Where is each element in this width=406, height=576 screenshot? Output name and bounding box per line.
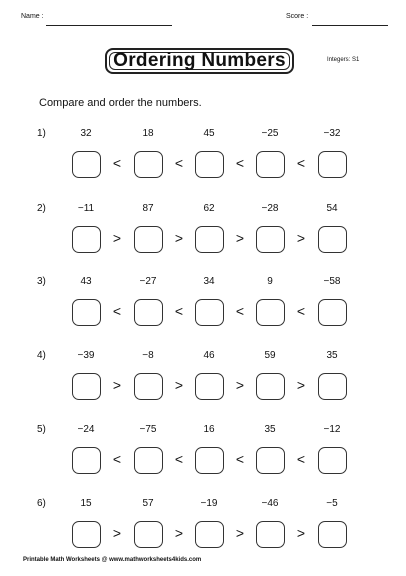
answer-box[interactable] xyxy=(72,151,101,178)
answer-box[interactable] xyxy=(195,226,224,253)
given-number: 45 xyxy=(203,128,215,139)
comparison-symbol: < xyxy=(296,155,306,171)
answer-box[interactable] xyxy=(134,299,163,326)
given-number: 59 xyxy=(264,350,276,361)
page-title: Ordering Numbers xyxy=(113,50,286,71)
series-tag: Integers: S1 xyxy=(327,57,360,63)
answer-box[interactable] xyxy=(195,447,224,474)
comparison-symbol: < xyxy=(296,303,306,319)
comparison-symbol: < xyxy=(112,303,122,319)
comparison-symbol: < xyxy=(174,451,184,467)
answer-box[interactable] xyxy=(72,373,101,400)
answer-box[interactable] xyxy=(195,521,224,548)
problem-2 xyxy=(0,203,406,263)
answer-box[interactable] xyxy=(256,151,285,178)
comparison-symbol: < xyxy=(296,451,306,467)
problem-number: 3) xyxy=(37,276,46,287)
given-number: −27 xyxy=(139,276,157,287)
answer-box[interactable] xyxy=(195,151,224,178)
answer-box[interactable] xyxy=(134,226,163,253)
comparison-symbol: > xyxy=(112,525,122,541)
given-number: −11 xyxy=(77,203,95,214)
given-number: −32 xyxy=(323,128,341,139)
comparison-symbol: < xyxy=(235,451,245,467)
given-number: 43 xyxy=(80,276,92,287)
given-number: −28 xyxy=(261,203,279,214)
given-number: −58 xyxy=(323,276,341,287)
comparison-symbol: > xyxy=(235,377,245,393)
score-label: Score : xyxy=(286,13,309,20)
comparison-symbol: < xyxy=(112,155,122,171)
answer-box[interactable] xyxy=(134,521,163,548)
given-number: 87 xyxy=(142,203,154,214)
answer-box[interactable] xyxy=(72,299,101,326)
comparison-symbol: > xyxy=(296,525,306,541)
comparison-symbol: < xyxy=(112,451,122,467)
given-number: 62 xyxy=(203,203,215,214)
answer-box[interactable] xyxy=(72,447,101,474)
answer-box[interactable] xyxy=(256,521,285,548)
comparison-symbol: < xyxy=(174,303,184,319)
score-field[interactable] xyxy=(312,25,388,26)
answer-box[interactable] xyxy=(72,226,101,253)
given-number: 34 xyxy=(203,276,215,287)
given-number: −8 xyxy=(142,350,154,361)
title-box xyxy=(105,48,294,74)
answer-box[interactable] xyxy=(318,373,347,400)
comparison-symbol: > xyxy=(112,377,122,393)
name-label: Name : xyxy=(21,13,44,20)
answer-box[interactable] xyxy=(318,226,347,253)
given-number: 46 xyxy=(203,350,215,361)
given-number: −46 xyxy=(261,498,279,509)
answer-box[interactable] xyxy=(318,299,347,326)
given-number: −19 xyxy=(200,498,218,509)
answer-box[interactable] xyxy=(318,447,347,474)
problem-number: 2) xyxy=(37,203,46,214)
given-number: 9 xyxy=(267,276,273,287)
comparison-symbol: > xyxy=(235,230,245,246)
given-number: −5 xyxy=(326,498,338,509)
comparison-symbol: > xyxy=(296,377,306,393)
given-number: −12 xyxy=(323,424,341,435)
answer-box[interactable] xyxy=(195,299,224,326)
answer-box[interactable] xyxy=(72,521,101,548)
given-number: −39 xyxy=(77,350,95,361)
given-number: −75 xyxy=(139,424,157,435)
given-number: 32 xyxy=(80,128,92,139)
answer-box[interactable] xyxy=(134,447,163,474)
comparison-symbol: > xyxy=(174,230,184,246)
given-number: 35 xyxy=(264,424,276,435)
name-field[interactable] xyxy=(46,25,172,26)
answer-box[interactable] xyxy=(318,521,347,548)
problem-number: 5) xyxy=(37,424,46,435)
problem-6 xyxy=(0,498,406,558)
given-number: 35 xyxy=(326,350,338,361)
comparison-symbol: > xyxy=(174,377,184,393)
problem-1 xyxy=(0,128,406,188)
given-number: 16 xyxy=(203,424,215,435)
problem-number: 1) xyxy=(37,128,46,139)
answer-box[interactable] xyxy=(256,447,285,474)
comparison-symbol: < xyxy=(235,155,245,171)
answer-box[interactable] xyxy=(256,373,285,400)
problem-3 xyxy=(0,276,406,336)
comparison-symbol: > xyxy=(296,230,306,246)
given-number: 57 xyxy=(142,498,154,509)
problem-number: 6) xyxy=(37,498,46,509)
comparison-symbol: < xyxy=(174,155,184,171)
footer: Printable Math Worksheets @ www.mathworksheets4kids.com xyxy=(23,557,202,563)
answer-box[interactable] xyxy=(134,151,163,178)
given-number: 54 xyxy=(326,203,338,214)
answer-box[interactable] xyxy=(195,373,224,400)
problem-5 xyxy=(0,424,406,484)
problem-number: 4) xyxy=(37,350,46,361)
given-number: −24 xyxy=(77,424,95,435)
answer-box[interactable] xyxy=(256,299,285,326)
comparison-symbol: > xyxy=(235,525,245,541)
given-number: 15 xyxy=(80,498,92,509)
problem-4 xyxy=(0,350,406,410)
answer-box[interactable] xyxy=(134,373,163,400)
given-number: −25 xyxy=(261,128,279,139)
answer-box[interactable] xyxy=(256,226,285,253)
instructions: Compare and order the numbers. xyxy=(39,97,202,109)
answer-box[interactable] xyxy=(318,151,347,178)
comparison-symbol: > xyxy=(174,525,184,541)
given-number: 18 xyxy=(142,128,154,139)
comparison-symbol: > xyxy=(112,230,122,246)
comparison-symbol: < xyxy=(235,303,245,319)
